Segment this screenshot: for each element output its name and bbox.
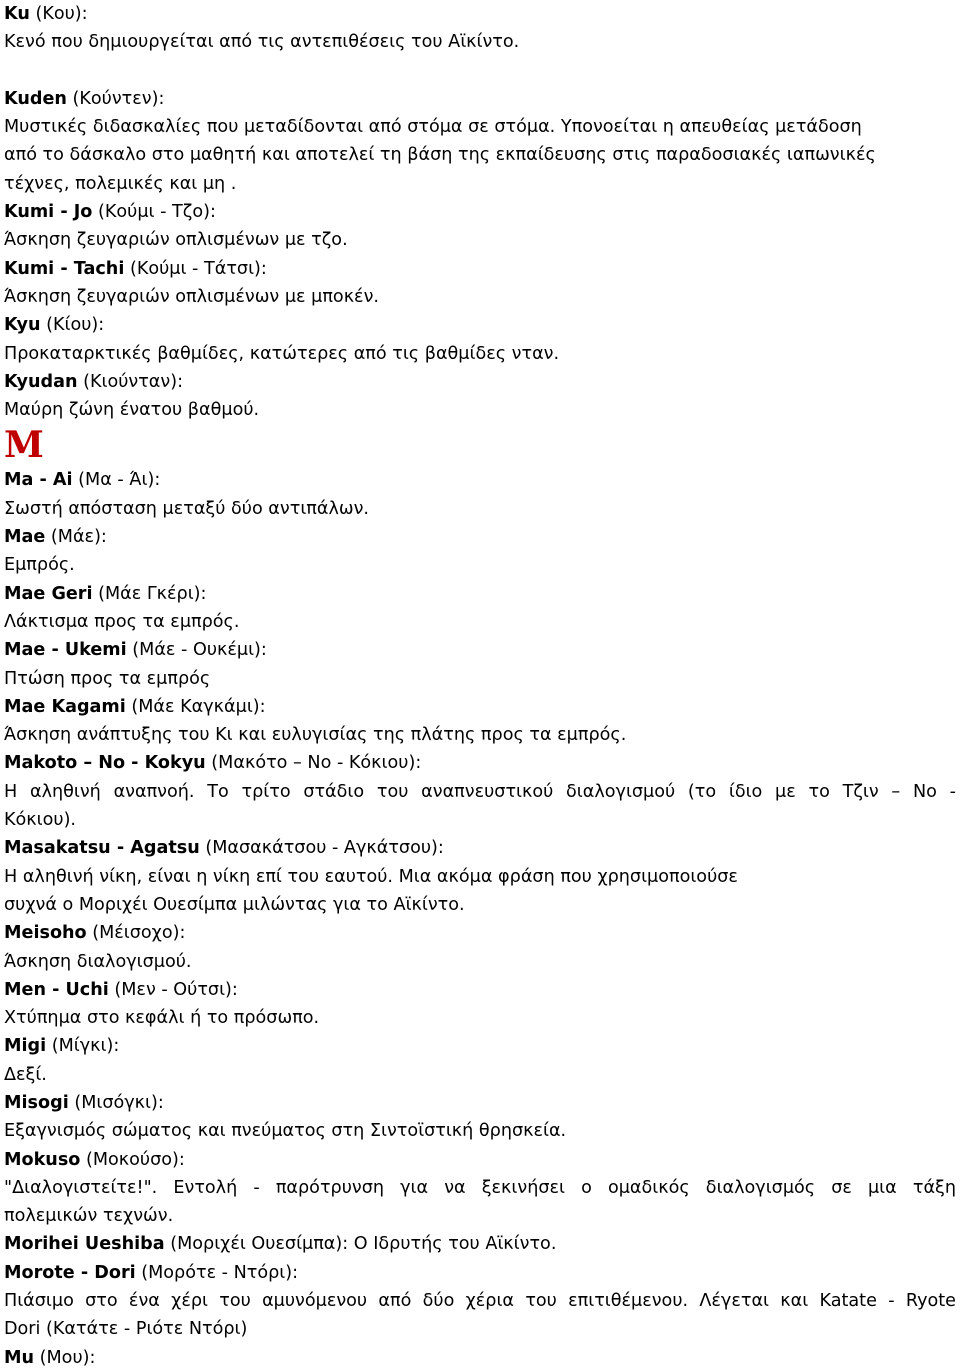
entry-term: Misogi bbox=[4, 1092, 69, 1113]
entry-pronunciation: (Μακότο – Νο - Κόκιου): bbox=[205, 753, 422, 774]
entry-pronunciation: (Μέισοχο): bbox=[86, 923, 186, 944]
entry-term: Kyu bbox=[4, 315, 41, 336]
entry-pronunciation: (Μου): bbox=[34, 1347, 96, 1368]
entry-definition: "Διαλογιστείτε!". Εντολή - παρότρυνση για να ξεκινήσει ο ομαδικός διαλογισμός σε μια τάξη bbox=[4, 1177, 956, 1198]
entry-pronunciation: (Μάε - Ουκέμι): bbox=[126, 640, 267, 661]
entry-definition: Άσκηση διαλογισμού. bbox=[4, 951, 192, 972]
entry-definition: Κενό που δημιουργείται από τις αντεπιθέσεις του Αϊκίντο. bbox=[4, 32, 520, 53]
entry-heading bbox=[4, 636, 956, 664]
entry-definition: Άσκηση ζευγαριών οπλισμένων με τζο. bbox=[4, 230, 348, 251]
entry-pronunciation: (Κούντεν): bbox=[66, 88, 165, 109]
entry-pronunciation: (Μασακάτσου - Αγκάτσου): bbox=[199, 838, 444, 859]
entry-pronunciation: (Κου): bbox=[29, 4, 88, 24]
entry-heading bbox=[4, 523, 956, 551]
entry-heading bbox=[4, 1344, 956, 1372]
entry-pronunciation: (Μεν - Ούτσι): bbox=[108, 979, 238, 1000]
entry-term: Masakatsu - Agatsu bbox=[4, 838, 200, 859]
entry-heading bbox=[4, 834, 956, 862]
entry-definition: Δεξί. bbox=[4, 1064, 47, 1085]
entry-definition: Χτύπημα στο κεφάλι ή το πρόσωπο. bbox=[4, 1008, 320, 1029]
entry-term: Morote - Dori bbox=[4, 1262, 136, 1283]
entry-term: Men - Uchi bbox=[4, 979, 109, 1000]
entry-heading bbox=[4, 1230, 956, 1258]
entry-term: Meisoho bbox=[4, 923, 87, 944]
entry-definition: Μυστικές διδασκαλίες που μεταδίδονται από στόμα σε στόμα. Υπονοείται η απευθείας μετάδοση bbox=[4, 117, 862, 138]
entry-heading bbox=[4, 368, 956, 396]
entry-term: Kumi - Jo bbox=[4, 202, 93, 223]
entry-term: Kyudan bbox=[4, 371, 78, 392]
entry-pronunciation: (Κούμι - Τζο): bbox=[92, 202, 216, 223]
glossary-document bbox=[4, 0, 956, 1372]
entry-term: Morihei Ueshiba bbox=[4, 1234, 165, 1255]
entry-heading bbox=[4, 580, 956, 608]
entry-definition: Η αληθινή αναπνοή. Το τρίτο στάδιο του αναπνευστικού διαλογισμού (το ίδιο με το Τζιν – Νο - bbox=[4, 781, 956, 802]
entry-pronunciation: (Μάε): bbox=[45, 527, 107, 548]
entry-heading bbox=[4, 1089, 956, 1117]
entry-definition: συχνά ο Μοριχέι Ουεσίμπα μιλώντας για το Αϊκίντο. bbox=[4, 894, 465, 915]
entry-term: Mae - Ukemi bbox=[4, 640, 127, 661]
entry-pronunciation: (Κίου): bbox=[40, 315, 105, 336]
entry-term: Ku bbox=[4, 4, 30, 24]
entry-pronunciation: (Μάε Καγκάμι): bbox=[125, 696, 266, 717]
entry-term: Mae bbox=[4, 527, 46, 548]
entry-definition: Προκαταρκτικές βαθμίδες, κατώτερες από τις βαθμίδες νταν. bbox=[4, 343, 560, 364]
entry-heading bbox=[4, 85, 956, 113]
entry-heading bbox=[4, 693, 956, 721]
entry-heading bbox=[4, 0, 956, 28]
entry-definition: τέχνες, πολεμικές και μη . bbox=[4, 173, 237, 194]
section-letter-m: M bbox=[4, 424, 44, 467]
entry-heading bbox=[4, 749, 956, 777]
entry-heading bbox=[4, 311, 956, 339]
entry-heading bbox=[4, 1259, 956, 1287]
blank-line bbox=[4, 57, 956, 85]
entry-definition: Η αληθινή νίκη, είναι η νίκη επί του εαυτού. Μια ακόμα φράση που χρησιμοποιούσε bbox=[4, 866, 738, 887]
entry-heading bbox=[4, 198, 956, 226]
entry-pronunciation: (Κούμι - Τάτσι): bbox=[124, 258, 267, 279]
entry-term: Mae Geri bbox=[4, 583, 93, 604]
entry-pronunciation: (Μοριχέι Ουεσίμπα): Ο Ιδρυτής του Αϊκίντο. bbox=[164, 1234, 557, 1255]
entry-definition: Πτώση προς τα εμπρός bbox=[4, 668, 211, 689]
entry-term: Mu bbox=[4, 1347, 35, 1368]
entry-definition: Πιάσιμο στο ένα χέρι του αμυνόμενου από δύο χέρια του επιτιθέμενου. Λέγεται και Katate - Ryote bbox=[4, 1291, 956, 1312]
entry-term: Kumi - Tachi bbox=[4, 258, 125, 279]
entry-term: Makoto – No - Kokyu bbox=[4, 753, 206, 774]
entry-term: Mae Kagami bbox=[4, 696, 126, 717]
entry-heading bbox=[4, 919, 956, 947]
entry-term: Migi bbox=[4, 1036, 47, 1057]
entry-pronunciation: (Μισόγκι): bbox=[68, 1092, 164, 1113]
entry-definition: Μαύρη ζώνη ένατου βαθμού. bbox=[4, 400, 260, 421]
entry-heading bbox=[4, 1032, 956, 1060]
entry-pronunciation: (Κιούνταν): bbox=[77, 371, 184, 392]
entry-pronunciation: (Μορότε - Ντόρι): bbox=[135, 1262, 299, 1283]
entry-pronunciation: (Μα - Άι): bbox=[72, 470, 161, 491]
entry-heading bbox=[4, 1146, 956, 1174]
entry-definition: Κόκιου). bbox=[4, 810, 77, 831]
entry-definition: Εξαγνισμός σώματος και πνεύματος στη Σιντοϊστική θρησκεία. bbox=[4, 1121, 567, 1142]
glossary-group-k-start bbox=[4, 0, 956, 57]
entry-pronunciation: (Μίγκι): bbox=[46, 1036, 120, 1057]
glossary-group-m bbox=[4, 466, 956, 1372]
entry-pronunciation: (Μάε Γκέρι): bbox=[92, 583, 207, 604]
entry-definition: Λάκτισμα προς τα εμπρός. bbox=[4, 611, 240, 632]
entry-heading bbox=[4, 976, 956, 1004]
entry-definition: πολεμικών τεχνών. bbox=[4, 1206, 174, 1227]
entry-term: Mokuso bbox=[4, 1149, 81, 1170]
entry-definition: Άσκηση ανάπτυξης του Κι και ευλυγισίας της πλάτης προς τα εμπρός. bbox=[4, 725, 627, 746]
entry-term: Ma - Ai bbox=[4, 470, 73, 491]
entry-definition: Dori (Κατάτε - Ριότε Ντόρι) bbox=[4, 1319, 248, 1340]
entry-definition: από το δάσκαλο στο μαθητή και αποτελεί τη βάση της εκπαίδευσης στις παραδοσιακές ιαπωνικές bbox=[4, 145, 876, 166]
entry-definition: Σωστή απόσταση μεταξύ δύο αντιπάλων. bbox=[4, 498, 370, 519]
entry-definition: Άσκηση ζευγαριών οπλισμένων με μποκέν. bbox=[4, 286, 379, 307]
entry-pronunciation: (Μοκούσο): bbox=[80, 1149, 185, 1170]
entry-term: Kuden bbox=[4, 88, 67, 109]
entry-heading bbox=[4, 466, 956, 494]
glossary-group-k bbox=[4, 85, 956, 425]
entry-heading bbox=[4, 255, 956, 283]
entry-definition: Εμπρός. bbox=[4, 555, 75, 576]
